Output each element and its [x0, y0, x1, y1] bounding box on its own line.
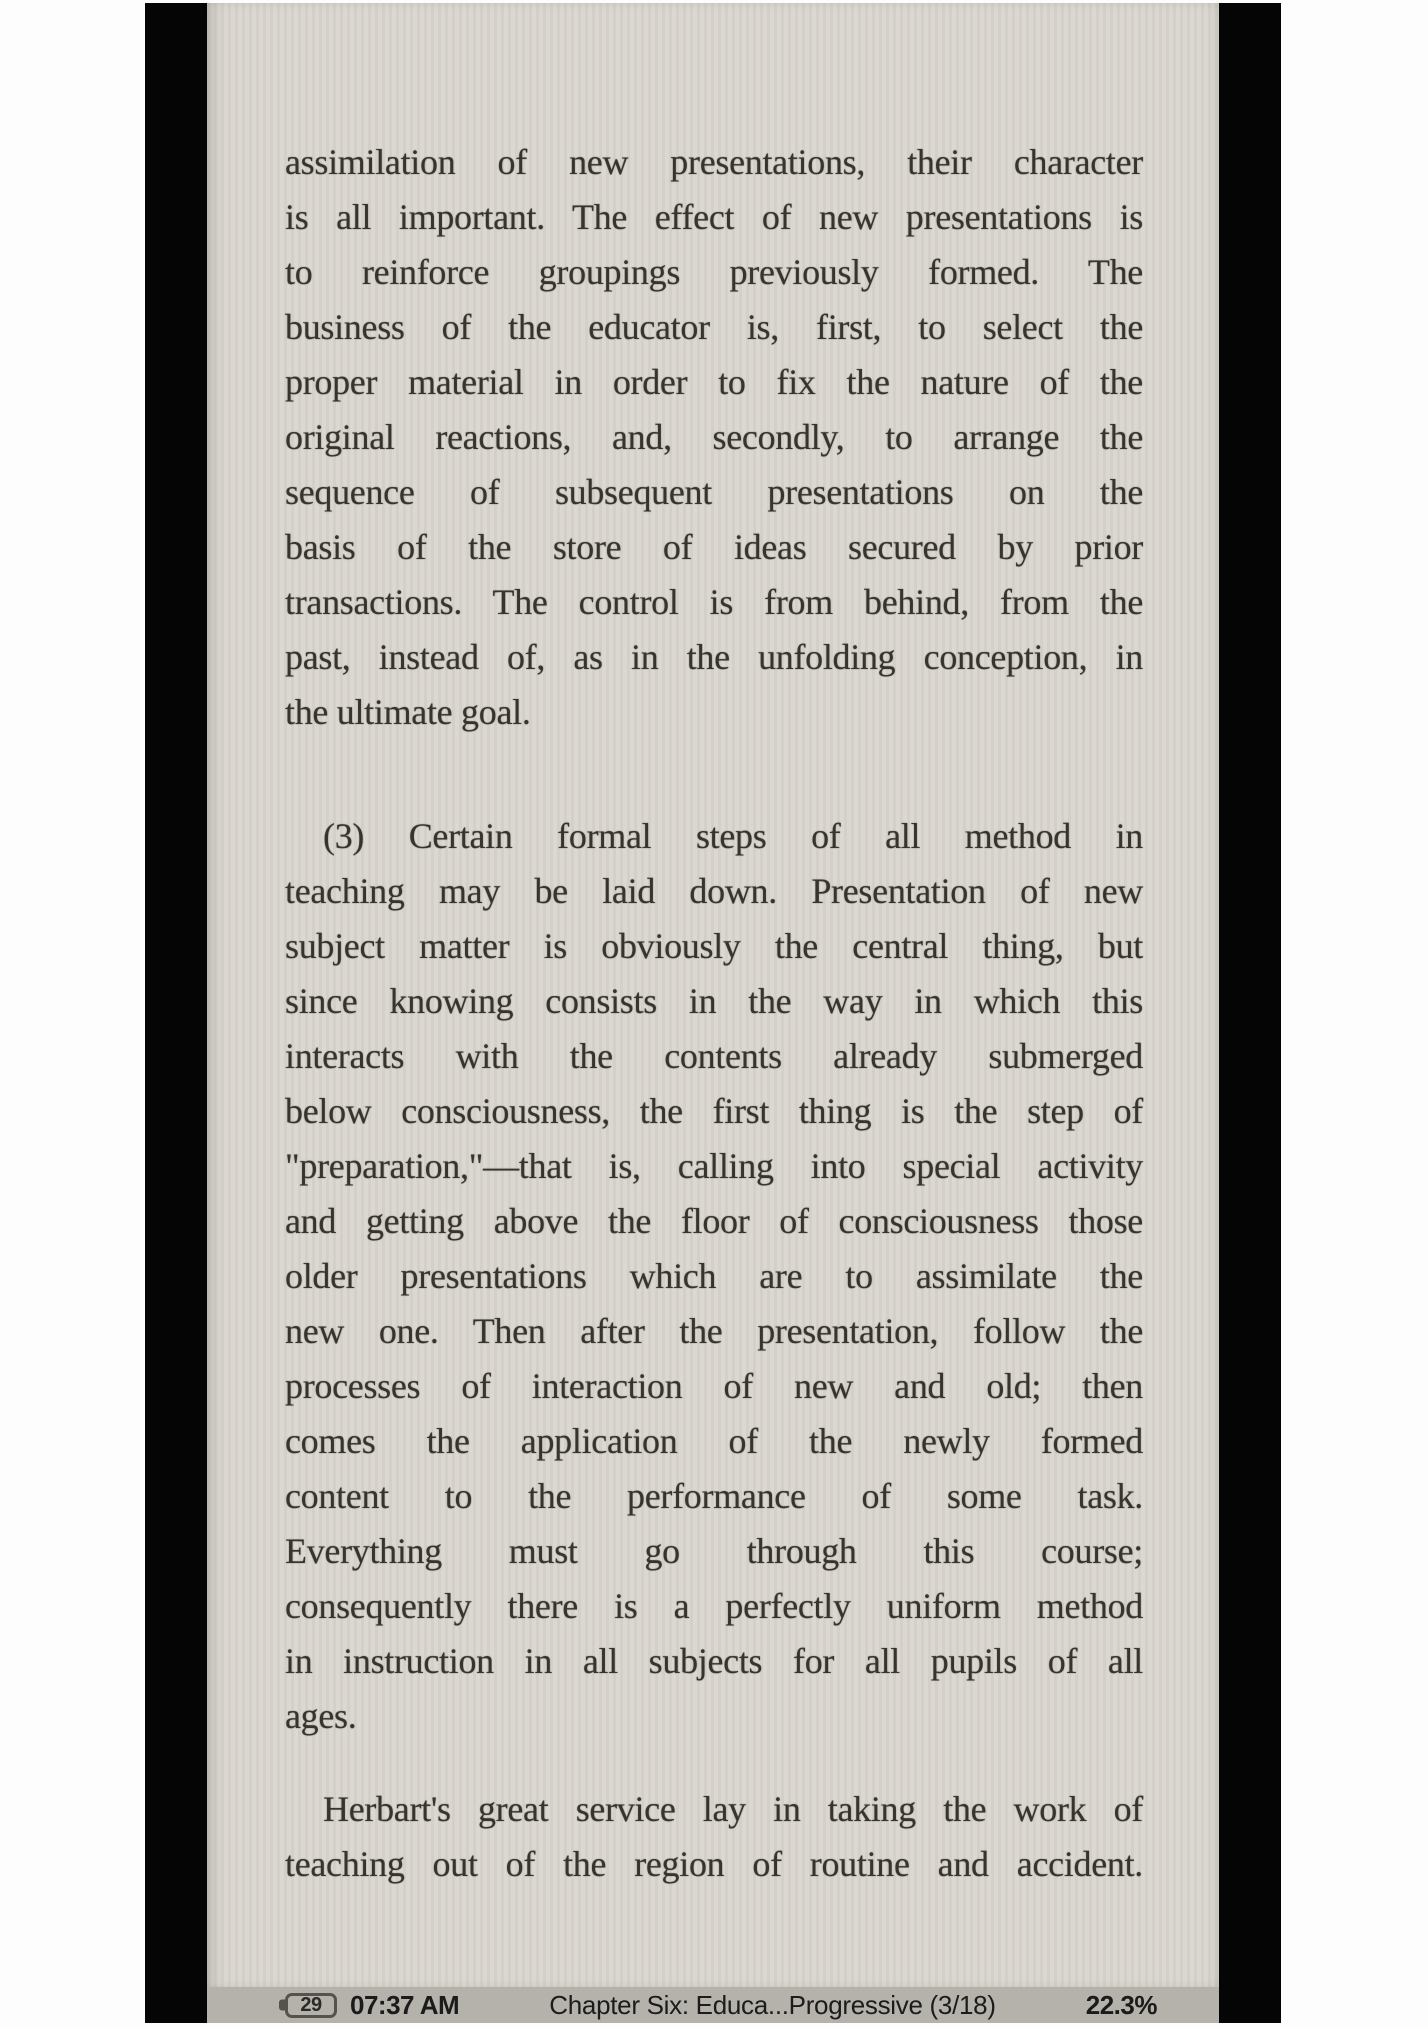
paragraph [285, 135, 1143, 740]
text-line: ages. [285, 1696, 357, 1736]
text-line: since knowing consists in the way in which this [285, 981, 1143, 1021]
text-line: original reactions, and, secondly, to arrange the [285, 417, 1143, 457]
text-line: past, instead of, as in the unfolding conception, in [285, 637, 1143, 677]
text-line: Herbart's great service lay in taking the work of [323, 1789, 1143, 1829]
text-line: assimilation of new presentations, their character [285, 142, 1143, 182]
text-line: in instruction in all subjects for all pupils of all [285, 1641, 1143, 1681]
text-line: transactions. The control is from behind, from the [285, 582, 1143, 622]
battery-icon [285, 1993, 337, 2018]
paragraph [285, 1782, 1143, 1892]
text-line: processes of interaction of new and old; then [285, 1366, 1143, 1406]
paragraph [285, 809, 1143, 1744]
text-line: interacts with the contents already submerged [285, 1036, 1143, 1076]
text-line: older presentations which are to assimilate the [285, 1256, 1143, 1296]
reader-page[interactable] [207, 3, 1219, 1987]
text-line: sequence of subsequent presentations on the [285, 472, 1143, 512]
text-line: business of the educator is, first, to select the [285, 307, 1143, 347]
page-text [285, 3, 1143, 1892]
text-line: is all important. The effect of new presentations is [285, 197, 1143, 237]
reader-status-bar[interactable] [207, 1987, 1219, 2023]
text-line: and getting above the floor of consciousness those [285, 1201, 1143, 1241]
text-line: teaching may be laid down. Presentation of new [285, 871, 1143, 911]
text-line: new one. Then after the presentation, follow the [285, 1311, 1143, 1351]
text-line: subject matter is obviously the central thing, but [285, 926, 1143, 966]
text-line: "preparation,"—that is, calling into special activity [285, 1146, 1143, 1186]
status-left-group [277, 1990, 459, 2021]
text-line: content to the performance of some task. [285, 1476, 1143, 1516]
chapter-progress-label: Chapter Six: Educa...Progressive (3/18) [549, 1989, 996, 2020]
text-line: comes the application of the newly formed [285, 1421, 1143, 1461]
battery-level: 29 [300, 1993, 322, 2016]
text-line: basis of the store of ideas secured by prior [285, 527, 1143, 567]
progress-percent: 22.3% [1085, 1989, 1157, 2020]
device-bezel [145, 3, 1281, 2023]
text-line: proper material in order to fix the nature of the [285, 362, 1143, 402]
text-line: teaching out of the region of routine and accident. [285, 1844, 1143, 1884]
text-line: Everything must go through this course; [285, 1531, 1143, 1571]
text-line: to reinforce groupings previously formed. The [285, 252, 1143, 292]
text-line: consequently there is a perfectly uniform method [285, 1586, 1143, 1626]
text-line: (3) Certain formal steps of all method in [323, 816, 1143, 856]
text-line: below consciousness, the first thing is the step of [285, 1091, 1143, 1131]
clock-time: 07:37 AM [350, 1989, 460, 2020]
text-line: the ultimate goal. [285, 692, 531, 732]
